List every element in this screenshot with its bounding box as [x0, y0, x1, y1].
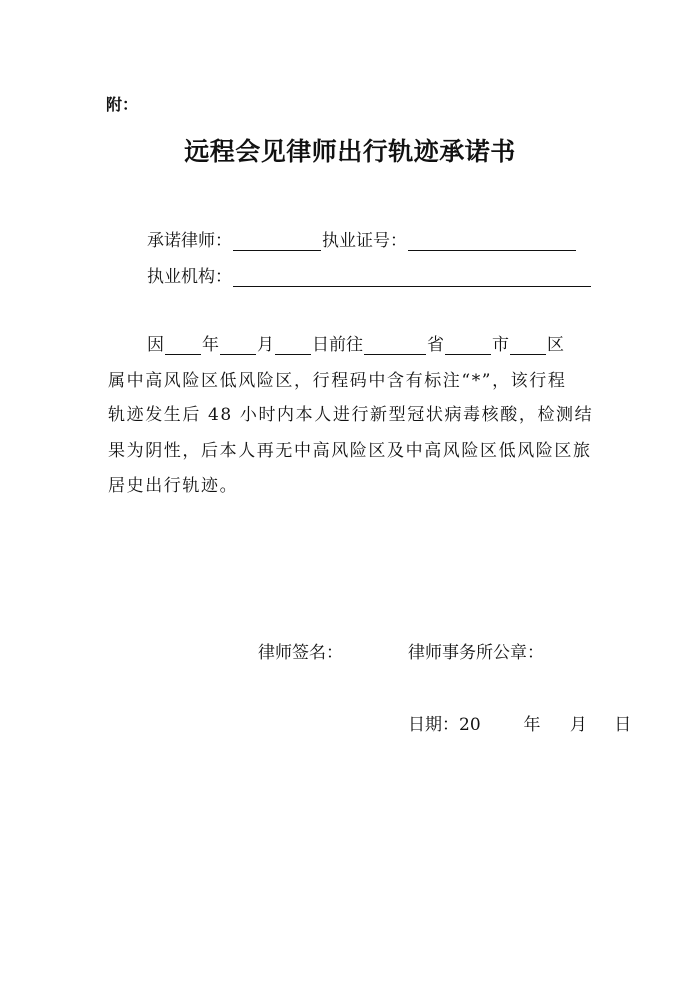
org-info-row [147, 262, 592, 287]
para-word-day-before: 日前往 [312, 335, 363, 355]
lawyer-name-field[interactable] [233, 232, 321, 251]
attachment-label: 附： [106, 95, 139, 114]
date-label: 日期：20 [408, 715, 481, 735]
paragraph-line-4: 果为阴性，后本人再无中高风险区及中高风险区低风险区旅 [108, 441, 592, 461]
year-blank-field[interactable] [165, 336, 201, 355]
para-word-yin: 因 [147, 335, 164, 355]
month-blank-field[interactable] [220, 336, 256, 355]
org-label: 执业机构： [147, 267, 232, 287]
paragraph-line-3: 轨迹发生后 48 小时内本人进行新型冠状病毒核酸，检测结 [108, 405, 594, 425]
para-word-year: 年 [202, 335, 219, 355]
city-blank-field[interactable] [445, 336, 491, 355]
para-word-city: 市 [492, 335, 509, 355]
license-label: 执业证号： [322, 231, 407, 251]
paragraph-line-1 [147, 330, 564, 355]
lawyer-signature-label: 律师签名： [258, 643, 343, 663]
date-day: 日 [614, 715, 632, 735]
date-row [408, 710, 631, 735]
org-name-field[interactable] [233, 268, 591, 287]
lawyer-info-row [147, 226, 577, 251]
para-word-province: 省 [427, 335, 444, 355]
day-blank-field[interactable] [275, 336, 311, 355]
date-year: 年 [523, 715, 541, 735]
firm-seal-label: 律师事务所公章： [408, 643, 544, 663]
paragraph-line-5: 居史出行轨迹。 [108, 476, 239, 496]
paragraph-line-2: 属中高风险区低风险区，行程码中含有标注“*”，该行程 [108, 371, 567, 391]
para-word-month: 月 [257, 335, 274, 355]
date-month: 月 [569, 715, 587, 735]
para-word-district: 区 [547, 335, 564, 355]
lawyer-label: 承诺律师： [147, 231, 232, 251]
document-title: 远程会见律师出行轨迹承诺书 [184, 137, 516, 166]
district-blank-field[interactable] [510, 336, 546, 355]
license-number-field[interactable] [408, 232, 576, 251]
province-blank-field[interactable] [364, 336, 426, 355]
